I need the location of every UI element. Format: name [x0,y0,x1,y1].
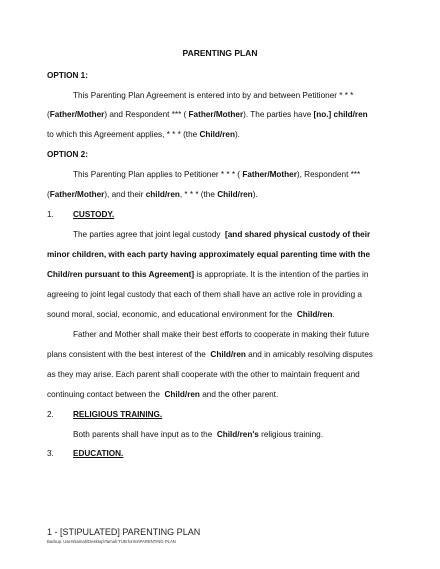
custody-p2-line1: Father and Mother shall make their best efforts to cooperate in making their future [73,330,370,339]
custody-p1-line2: minor children, with each party having approximately equal parenting time with the [47,250,371,259]
text-span: . [332,310,335,319]
option2-heading: OPTION 2: [47,150,88,159]
text-span: ). The parties have [243,110,312,119]
text-span: religious training. [258,430,323,439]
option1-line2 [47,110,368,120]
text-span: Both parents shall have input as to the [73,430,213,439]
option1-heading: OPTION 1: [47,71,88,80]
section1-number: 1. [47,210,54,219]
custody-p2-line2 [47,350,373,360]
custody-p1-line3 [47,270,368,280]
section3-number: 3. [47,449,54,458]
custody-p1-line1 [73,230,370,240]
text-span: ). [252,190,258,199]
section2-number: 2. [47,410,54,419]
option1-line1-text: This Parenting Plan Agreement is entered into by and between Petitioner * * * [73,91,354,100]
text-span: ( [47,190,50,199]
section2-heading: RELIGIOUS TRAINING. [73,410,163,419]
bracketed-clause: [and shared physical custody of their [225,230,371,239]
text-span: The parties agree that joint legal custody [73,230,221,239]
text-span: plans consistent with the best interest of the [47,350,206,359]
placeholder-children: Child/ren [164,390,200,399]
placeholder-father-mother: Father/Mother [49,110,105,119]
placeholder-children: Child/ren [210,350,246,359]
custody-p2-line4 [47,390,278,400]
placeholder-father-mother: Father/Mother [188,110,244,119]
text-span: ), and their [104,190,144,199]
custody-p2-line3: as they may arise. Each parent shall cooperate with the other to maintain frequent and [47,370,360,379]
bracketed-clause: Child/ren pursuant to this Agreement] [47,270,195,279]
section1-heading: CUSTODY. [73,210,115,219]
text-span: and in amicably resolving disputes [245,350,373,359]
text-span: is appropriate. It is the intention of the parties in [194,270,369,279]
placeholder-children: child/ren [145,190,180,199]
text-span: sound moral, social, economic, and educational environment for the [47,310,293,319]
section3-heading: EDUCATION. [73,449,124,458]
document-title: PARENTING PLAN [182,48,258,58]
text-span: , * * * (the [179,190,215,199]
option2-line2 [47,190,258,200]
placeholder-children: Child/ren [217,190,253,199]
option1-line1 [73,91,353,101]
text-span: and the other parent. [199,390,279,399]
text-span: ( [47,110,50,119]
custody-p1-line5 [47,310,335,320]
custody-p1-line4: agreeing to joint legal custody that each of them shall have an active role in providing a [47,290,362,299]
text-span: to which this Agreement applies, * * * (the [47,130,198,139]
text-span: continuing contact between the [47,390,160,399]
text-span: ) and Respondent *** ( [104,110,187,119]
text-span: ), Respondent *** [296,170,361,179]
placeholder-children: Child/ren [296,310,333,319]
placeholder-childrens: Child/ren's [216,430,259,439]
placeholder-children: Child/ren [199,130,235,139]
option2-line1 [73,170,360,180]
text-span: ). [234,130,240,139]
footer-file-path: Backup: Users\tamah\Desktop\Tamah TUB forms\PARENTING PLAN [47,539,176,544]
placeholder-father-mother: Father/Mother [49,190,105,199]
footer-page-label: 1 - [STIPULATED] PARENTING PLAN [47,527,201,537]
placeholder-father-mother: Father/Mother [242,170,297,179]
text-span: This Parenting Plan applies to Petitioner * * * ( [73,170,241,179]
religious-line1 [73,430,323,440]
placeholder-children-count: [no.] child/ren [313,110,368,119]
option1-line3 [47,130,240,140]
